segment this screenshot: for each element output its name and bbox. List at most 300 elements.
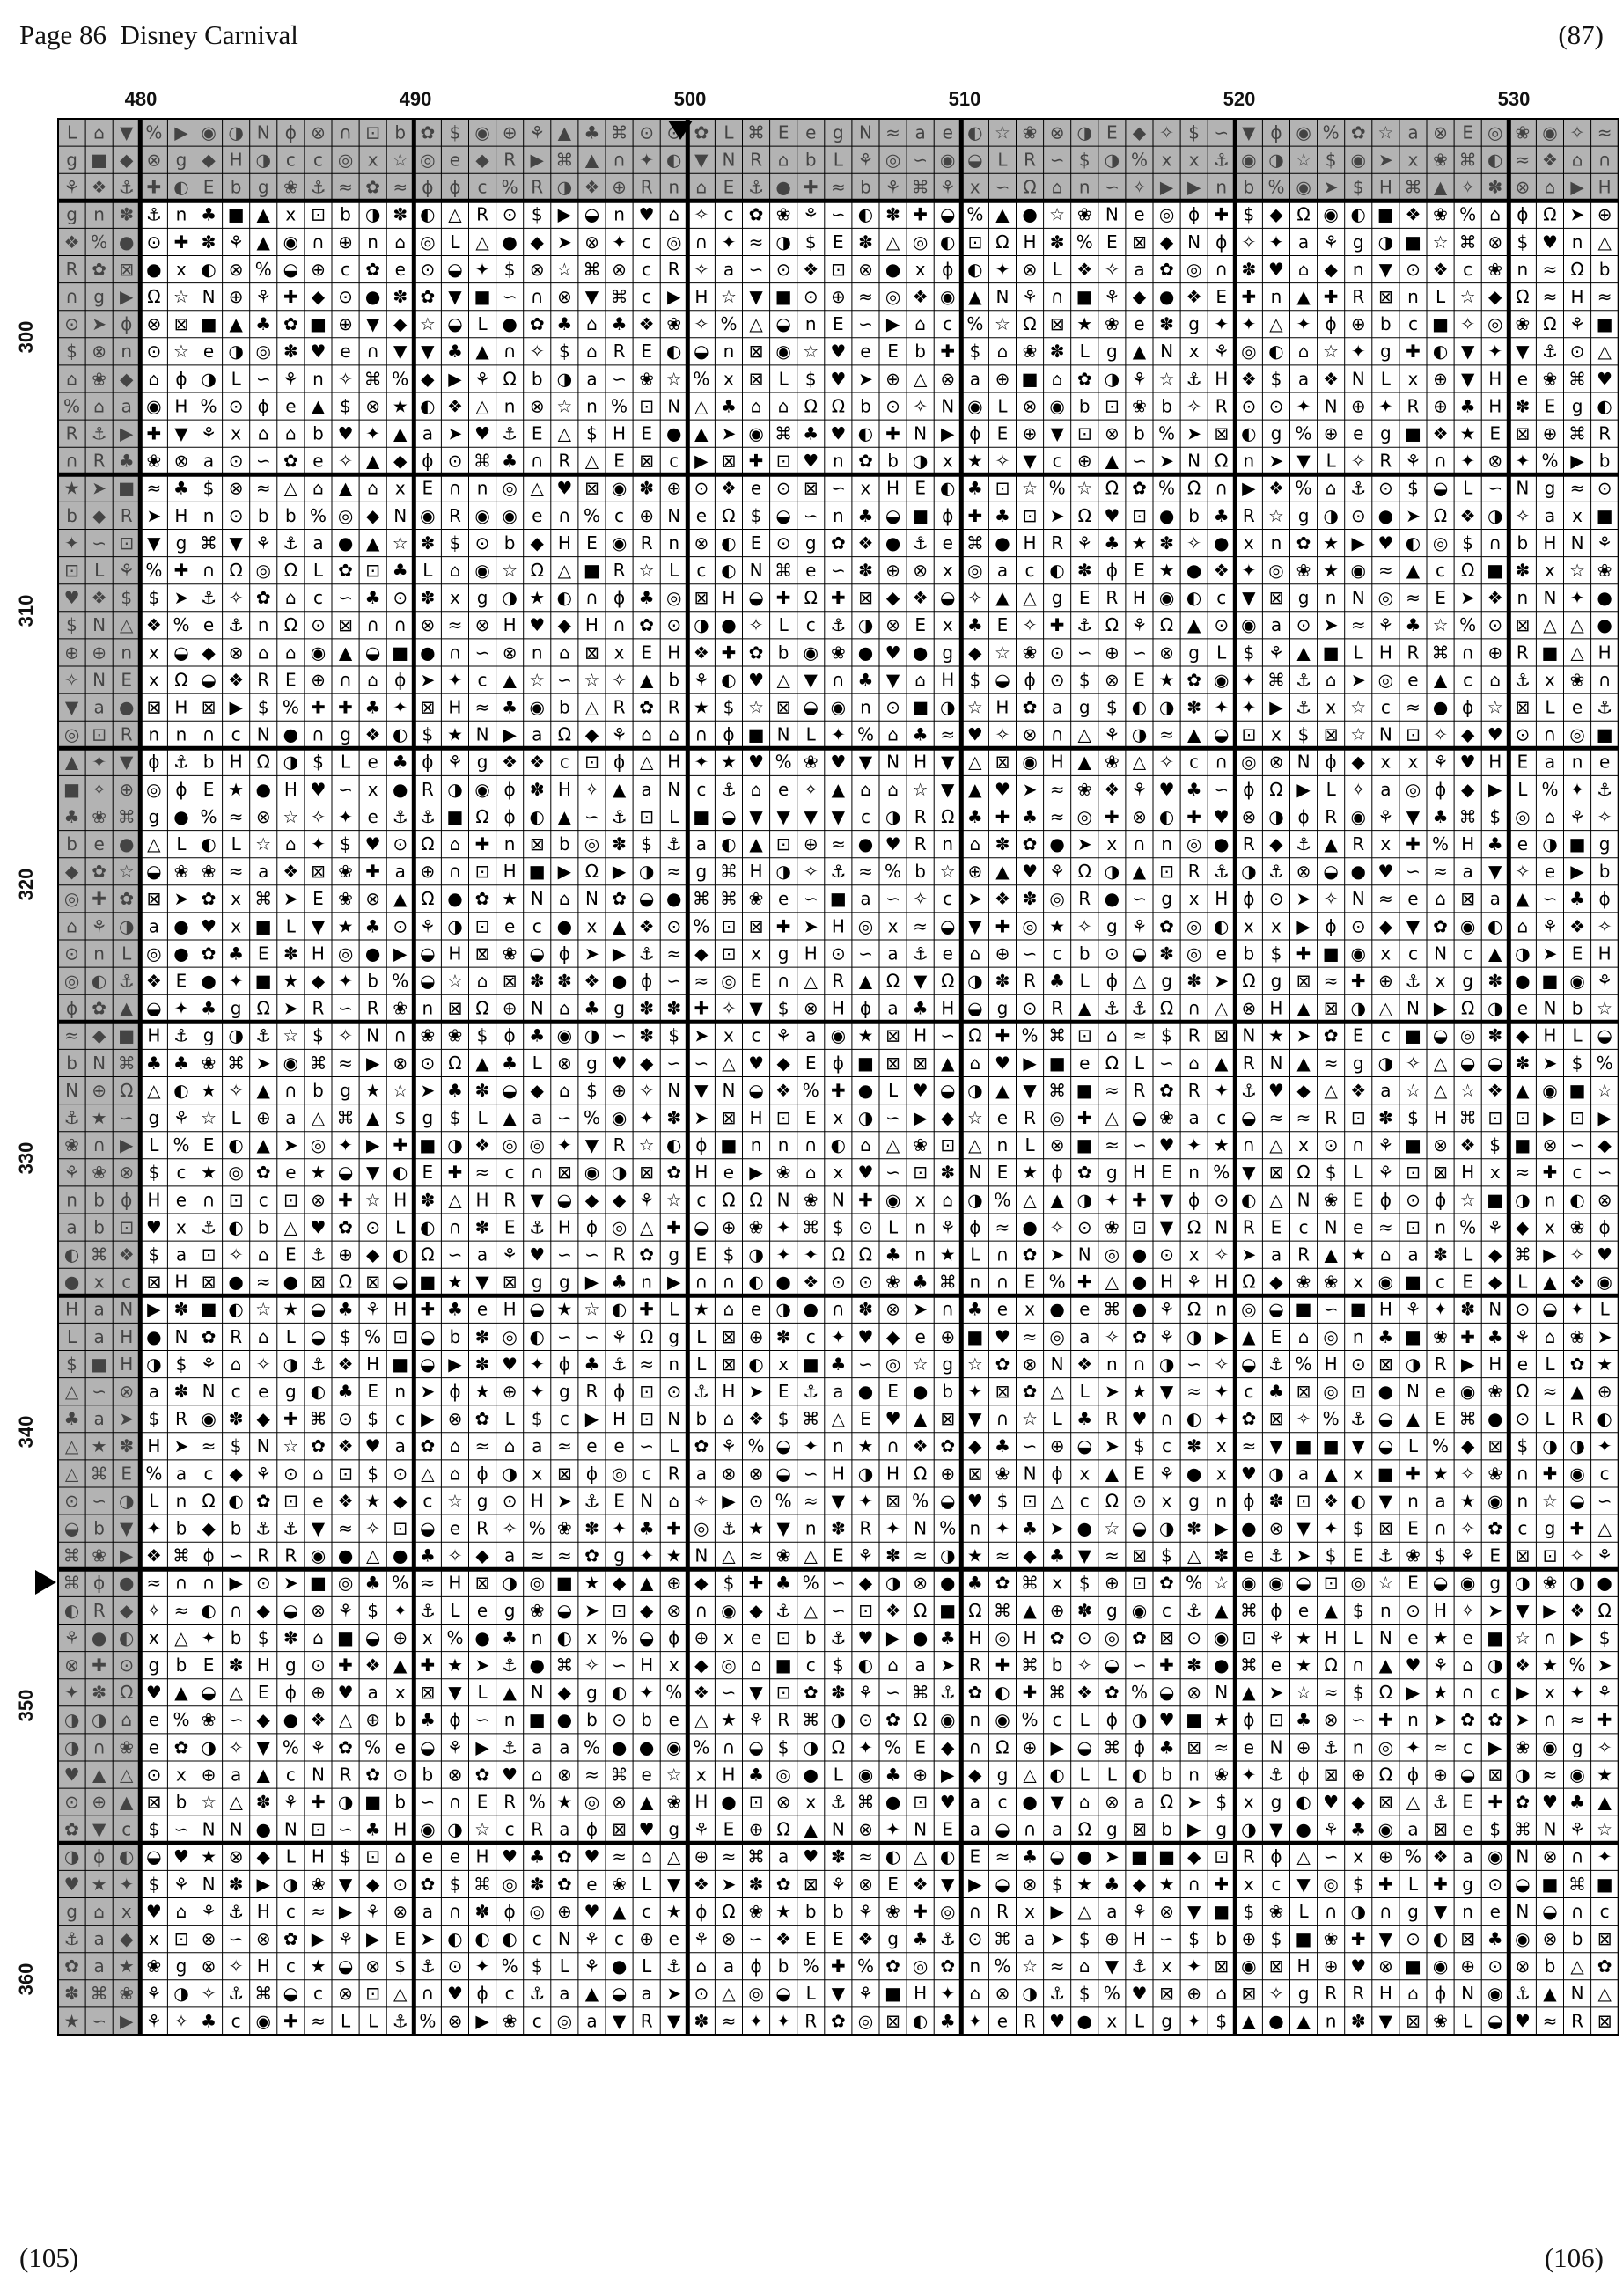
stitch-symbol: a [258, 861, 269, 883]
stitch-symbol: ◎ [337, 504, 354, 526]
stitch-symbol: L [450, 1599, 460, 1621]
stitch-symbol: R [1105, 1408, 1119, 1430]
stitch-symbol: b [804, 1900, 817, 1922]
stitch-symbol: ▲ [1516, 1079, 1530, 1101]
stitch-symbol: ❖ [1213, 559, 1230, 581]
stitch-symbol: ⊙ [338, 285, 353, 307]
stitch-symbol: ≈ [1186, 1380, 1202, 1402]
stitch-symbol: ✧ [1296, 1408, 1311, 1430]
stitch-symbol: ◉ [1214, 669, 1230, 691]
stitch-symbol: E [202, 1134, 215, 1156]
stitch-symbol: ✚ [283, 1408, 298, 1430]
stitch-symbol: ♥ [1049, 2010, 1066, 2032]
stitch-symbol: ☆ [966, 1353, 983, 1375]
stitch-symbol: ✧ [995, 723, 1010, 745]
stitch-symbol: N [1434, 943, 1448, 965]
stitch-symbol: L [368, 2010, 378, 2032]
stitch-symbol: ✚ [721, 642, 737, 664]
stitch-symbol: % [1048, 1271, 1066, 1293]
stitch-symbol: $ [1352, 176, 1364, 198]
stitch-symbol: ✽ [694, 2010, 709, 2032]
stitch-symbol: ♣ [502, 1626, 518, 1648]
stitch-symbol: N [640, 1490, 654, 1512]
stitch-symbol: R [1297, 1243, 1311, 1265]
stitch-symbol: ♣ [118, 450, 135, 472]
stitch-symbol: ⚘ [255, 532, 272, 554]
stitch-symbol: H [557, 778, 571, 800]
stitch-symbol: e [1598, 751, 1611, 773]
stitch-symbol: $ [641, 833, 653, 855]
stitch-symbol: ◒ [1296, 1572, 1311, 1594]
stitch-symbol: ⊡ [1214, 1845, 1230, 1867]
stitch-symbol: ➤ [1104, 1435, 1120, 1457]
stitch-symbol: ▼ [667, 2010, 681, 2032]
stitch-symbol: ♣ [912, 1271, 929, 1293]
stitch-symbol: R [1379, 450, 1392, 472]
stitch-symbol: $ [1270, 368, 1282, 390]
stitch-symbol: ▼ [858, 751, 873, 773]
stitch-symbol: ● [502, 231, 518, 253]
stitch-symbol: ⌂ [1297, 341, 1310, 363]
stitch-symbol: ▼ [1378, 2010, 1393, 2032]
stitch-symbol: ✽ [885, 203, 900, 225]
stitch-symbol: ⚘ [1104, 723, 1120, 745]
stitch-symbol: ⊗ [913, 559, 929, 581]
stitch-symbol: x [1215, 1463, 1227, 1485]
stitch-symbol: e [860, 341, 871, 363]
stitch-symbol: ☆ [720, 285, 737, 307]
stitch-symbol: ⊗ [612, 258, 627, 280]
stitch-symbol: △ [722, 1983, 736, 2005]
stitch-symbol: ♥ [145, 1900, 162, 1922]
stitch-symbol: ⌂ [1544, 805, 1556, 827]
stitch-symbol: L [1463, 2010, 1473, 2032]
stitch-symbol: ✽ [556, 970, 572, 992]
stitch-symbol: ≈ [1241, 1435, 1257, 1457]
stitch-symbol: ⚘ [1158, 1325, 1175, 1347]
stitch-symbol: ⊡ [228, 1189, 244, 1211]
stitch-symbol: ✿ [639, 696, 655, 718]
stitch-symbol: ⚓ [939, 1682, 956, 1704]
stitch-symbol: R [1215, 395, 1228, 417]
stitch-symbol: ϕ [65, 997, 78, 1019]
stitch-symbol: ⚓ [310, 1353, 327, 1375]
stitch-symbol: ◎ [1022, 915, 1038, 937]
stitch-symbol: e [586, 1435, 598, 1457]
stitch-symbol: L [805, 723, 816, 745]
stitch-symbol: % [1596, 1052, 1613, 1074]
column-number: 520 [1223, 88, 1256, 110]
stitch-symbol: ⊙ [830, 1271, 846, 1293]
stitch-symbol: Ω [722, 504, 736, 526]
stitch-symbol: b [804, 1626, 817, 1648]
stitch-symbol: ⊙ [1377, 477, 1393, 499]
stitch-symbol: ⚓ [720, 778, 737, 800]
stitch-symbol: n [175, 723, 187, 745]
stitch-symbol: ● [447, 888, 463, 910]
stitch-symbol: ● [912, 1380, 929, 1402]
stitch-symbol: ◑ [91, 1709, 107, 1731]
stitch-symbol: c [642, 1463, 652, 1485]
stitch-symbol: $ [449, 121, 461, 143]
stitch-symbol: ⊕ [1022, 1736, 1038, 1758]
stitch-symbol: Ω [174, 669, 188, 691]
stitch-symbol: △ [1105, 1271, 1120, 1293]
stitch-symbol: ∩ [202, 1189, 216, 1211]
stitch-symbol: b [695, 1408, 708, 1430]
stitch-symbol: E [1571, 943, 1583, 965]
stitch-symbol: Ω [1105, 477, 1119, 499]
stitch-symbol: ▶ [1543, 1106, 1557, 1128]
stitch-symbol: ϕ [723, 723, 735, 745]
stitch-symbol: ✧ [1460, 1599, 1476, 1621]
stitch-symbol: N [174, 1325, 188, 1347]
stitch-symbol: R [503, 149, 517, 171]
stitch-symbol: ∽ [1049, 149, 1065, 171]
stitch-symbol: ⊡ [311, 203, 326, 225]
stitch-symbol: ⚓ [830, 1626, 847, 1648]
stitch-symbol: E [887, 1380, 899, 1402]
stitch-symbol: E [804, 1106, 817, 1128]
stitch-symbol: ◒ [995, 669, 1010, 691]
stitch-symbol: ♣ [584, 1353, 600, 1375]
stitch-symbol: ≈ [830, 833, 846, 855]
stitch-symbol: ◒ [1597, 1024, 1612, 1046]
stitch-symbol: ϕ [1270, 121, 1282, 143]
stitch-symbol: ϕ [1462, 696, 1474, 718]
stitch-symbol: b [230, 176, 242, 198]
stitch-symbol: ✽ [639, 997, 655, 1019]
stitch-symbol: ◑ [611, 1162, 628, 1184]
stitch-symbol: e [1134, 313, 1145, 335]
stitch-symbol: ⌘ [802, 1216, 820, 1238]
stitch-symbol: ✿ [1022, 1243, 1038, 1265]
stitch-symbol: ◎ [1241, 341, 1257, 363]
stitch-symbol: $ [832, 1654, 844, 1676]
stitch-symbol: ⌘ [610, 121, 628, 143]
stitch-symbol: ✽ [474, 1079, 490, 1101]
stitch-symbol: ⊡ [1350, 1106, 1366, 1128]
stitch-symbol: ∩ [694, 1271, 709, 1293]
stitch-symbol: ◎ [1049, 1325, 1065, 1347]
stitch-symbol: H [1378, 1298, 1392, 1320]
stitch-symbol: ⌂ [449, 559, 461, 581]
stitch-symbol: e [476, 1599, 488, 1621]
stitch-symbol: R [1352, 833, 1365, 855]
stitch-symbol: x [1271, 723, 1282, 745]
stitch-symbol: a [148, 1380, 159, 1402]
stitch-symbol: x [231, 422, 242, 444]
stitch-symbol: ◎ [857, 915, 874, 937]
stitch-symbol: ⊡ [1241, 723, 1257, 745]
stitch-symbol: ◉ [474, 504, 490, 526]
stitch-symbol: ☆ [556, 395, 573, 417]
stitch-symbol: ≈ [1597, 121, 1612, 143]
stitch-symbol: ⊠ [201, 696, 217, 718]
stitch-symbol: ◐ [1405, 532, 1421, 554]
stitch-symbol: ⌂ [394, 231, 407, 253]
stitch-symbol: ⊙ [1268, 395, 1284, 417]
stitch-symbol: ⊗ [529, 258, 545, 280]
stitch-symbol: ♣ [173, 477, 189, 499]
stitch-symbol: ∩ [393, 1024, 408, 1046]
stitch-symbol: ➤ [1268, 450, 1284, 472]
stitch-symbol: ▶ [1488, 778, 1502, 800]
stitch-symbol: ✿ [1022, 1380, 1038, 1402]
stitch-symbol: c [1407, 313, 1418, 335]
stitch-symbol: ⊡ [119, 1216, 135, 1238]
stitch-symbol: ◑ [967, 1189, 983, 1211]
stitch-symbol: % [583, 504, 600, 526]
stitch-symbol: ◉ [1377, 1818, 1394, 1840]
stitch-symbol: H [1132, 1927, 1146, 1949]
stitch-symbol: ♣ [966, 477, 983, 499]
stitch-symbol: % [611, 395, 628, 417]
stitch-symbol: b [558, 833, 570, 855]
stitch-symbol: ✧ [1406, 1052, 1421, 1074]
stitch-symbol: ✚ [1406, 341, 1421, 363]
stitch-symbol: ⚓ [1131, 1955, 1148, 1977]
stitch-symbol: $ [804, 368, 817, 390]
stitch-symbol: ϕ [1517, 203, 1529, 225]
stitch-symbol: ✚ [1487, 1791, 1503, 1813]
stitch-symbol: ◉ [283, 1052, 299, 1074]
stitch-symbol: ⊙ [1406, 258, 1421, 280]
stitch-symbol: ■ [227, 203, 245, 225]
stitch-symbol: ≈ [1296, 1106, 1311, 1128]
stitch-symbol: ⊡ [474, 915, 490, 937]
stitch-symbol: ⊗ [365, 888, 381, 910]
stitch-symbol: ✿ [1159, 915, 1174, 937]
stitch-symbol: ◆ [612, 1189, 627, 1211]
stitch-symbol: ⌘ [775, 422, 793, 444]
stitch-symbol: L [1407, 1873, 1419, 1895]
stitch-symbol: ◆ [92, 1024, 106, 1046]
stitch-symbol: L [477, 313, 488, 335]
stitch-symbol: ⊡ [1076, 422, 1092, 444]
stitch-symbol: ⚓ [255, 1517, 272, 1539]
stitch-symbol: a [1462, 861, 1473, 883]
stitch-symbol: n [586, 395, 598, 417]
stitch-symbol: ◐ [228, 1298, 244, 1320]
stitch-symbol: ✽ [1186, 1517, 1202, 1539]
stitch-symbol: ◒ [447, 258, 463, 280]
stitch-symbol: c [532, 2010, 542, 2032]
stitch-symbol: ✿ [92, 258, 107, 280]
stitch-symbol: ✿ [1241, 1408, 1257, 1430]
stitch-symbol: ◒ [1268, 1298, 1284, 1320]
stitch-symbol: % [802, 1572, 819, 1594]
stitch-symbol: R [613, 559, 626, 581]
stitch-symbol: L [1079, 1764, 1090, 1786]
stitch-symbol: ● [1597, 1572, 1612, 1594]
stitch-symbol: ϕ [1270, 1599, 1282, 1621]
stitch-symbol: ◒ [967, 997, 983, 1019]
stitch-symbol: ▼ [174, 422, 188, 444]
stitch-symbol: R [312, 997, 325, 1019]
stitch-symbol: $ [340, 1845, 351, 1867]
stitch-symbol: ♣ [364, 1572, 381, 1594]
stitch-symbol: x [231, 915, 242, 937]
stitch-symbol: ✿ [1159, 258, 1174, 280]
stitch-symbol: ▼ [1516, 1599, 1530, 1621]
stitch-symbol: a [1380, 1079, 1392, 1101]
stitch-symbol: c [121, 1818, 132, 1840]
stitch-symbol: ⌘ [1458, 231, 1477, 253]
stitch-symbol: ◑ [1515, 1189, 1531, 1211]
stitch-symbol: % [611, 1626, 628, 1648]
stitch-symbol: ⊡ [283, 1189, 298, 1211]
stitch-symbol: ♣ [1267, 1380, 1284, 1402]
stitch-symbol: ★ [1323, 532, 1340, 554]
stitch-symbol: Ω [722, 1189, 736, 1211]
stitch-symbol: g [531, 1271, 543, 1293]
stitch-symbol: c [669, 450, 679, 472]
stitch-symbol: ⊙ [1214, 1189, 1230, 1211]
stitch-symbol: ≈ [1542, 1380, 1558, 1402]
stitch-symbol: ■ [254, 970, 272, 992]
stitch-symbol: ⊙ [1515, 1298, 1531, 1320]
stitch-symbol: ■ [829, 888, 847, 910]
stitch-symbol: ♥ [885, 642, 901, 664]
stitch-symbol: H [229, 751, 243, 773]
stitch-symbol: E [1024, 1271, 1036, 1293]
stitch-symbol: N [1378, 723, 1392, 745]
stitch-symbol: ♥ [337, 422, 354, 444]
stitch-symbol: H [722, 587, 736, 609]
stitch-symbol: N [776, 723, 790, 745]
stitch-symbol: ▲ [584, 149, 599, 171]
stitch-symbol: ★ [529, 587, 546, 609]
stitch-symbol: % [1568, 1654, 1586, 1676]
stitch-symbol: ⌂ [148, 368, 160, 390]
stitch-symbol: ⚘ [857, 149, 874, 171]
stitch-symbol: ◑ [1076, 121, 1092, 143]
stitch-symbol: ⊗ [1433, 121, 1448, 143]
stitch-symbol: ❀ [92, 1544, 107, 1566]
stitch-symbol: ■ [1596, 1873, 1613, 1895]
stitch-symbol: ⌘ [172, 1544, 190, 1566]
stitch-symbol: ☆ [1049, 203, 1066, 225]
stitch-symbol: ▼ [1296, 1873, 1311, 1895]
column-number: 530 [1497, 88, 1531, 110]
stitch-symbol: ♣ [173, 1052, 189, 1074]
stitch-symbol: ✦ [474, 1955, 490, 1977]
stitch-symbol: ⚓ [419, 1599, 436, 1621]
stitch-symbol: △ [120, 614, 134, 636]
stitch-symbol: a [394, 861, 406, 883]
stitch-symbol: ⊕ [255, 1106, 271, 1128]
stitch-symbol: ⊠ [556, 1162, 572, 1184]
stitch-symbol: R [613, 696, 626, 718]
stitch-symbol: ⊕ [1049, 1435, 1065, 1457]
stitch-symbol: ◎ [885, 1353, 901, 1375]
stitch-symbol: ⌂ [1078, 1791, 1091, 1813]
stitch-symbol: ⊗ [1159, 1900, 1174, 1922]
stitch-symbol: ⊗ [64, 1654, 79, 1676]
stitch-symbol: ⚓ [1432, 1791, 1449, 1813]
stitch-symbol: $ [257, 1626, 269, 1648]
stitch-symbol: ● [666, 888, 682, 910]
stitch-symbol: ⊡ [612, 1599, 627, 1621]
stitch-symbol: ◒ [1131, 1517, 1148, 1539]
stitch-symbol: ⊠ [529, 833, 545, 855]
stitch-symbol: ⊠ [721, 450, 737, 472]
stitch-symbol: g [1105, 1162, 1118, 1184]
stitch-symbol: ❀ [775, 203, 791, 225]
stitch-symbol: g [1215, 1818, 1228, 1840]
stitch-symbol: ◒ [173, 642, 189, 664]
stitch-symbol: ◉ [556, 1024, 573, 1046]
stitch-symbol: ⚓ [1267, 1764, 1284, 1786]
stitch-symbol: x [723, 368, 734, 390]
stitch-symbol: H [120, 1325, 134, 1347]
stitch-symbol: ⊠ [721, 1106, 737, 1128]
stitch-symbol: ■ [1186, 1709, 1203, 1731]
stitch-symbol: N [1406, 997, 1420, 1019]
stitch-symbol: ▼ [1378, 1490, 1393, 1512]
stitch-symbol: △ [421, 1463, 435, 1485]
stitch-symbol: e [449, 1517, 461, 1539]
stitch-symbol: ◎ [1377, 669, 1394, 691]
stitch-symbol: ϕ [449, 1709, 461, 1731]
stitch-symbol: ❖ [693, 1682, 709, 1704]
stitch-symbol: ϕ [1434, 778, 1447, 800]
stitch-symbol: ☆ [1022, 1408, 1039, 1430]
stitch-symbol: c [1162, 1435, 1172, 1457]
stitch-symbol: a [887, 943, 899, 965]
stitch-symbol: n [503, 395, 516, 417]
stitch-symbol: ✿ [64, 1818, 79, 1840]
stitch-symbol: ◆ [202, 642, 216, 664]
stitch-symbol: E [1078, 587, 1091, 609]
stitch-symbol: ✧ [1268, 1983, 1284, 2005]
stitch-symbol: N [886, 751, 900, 773]
stitch-symbol: ✿ [474, 888, 490, 910]
stitch-symbol: ⚘ [63, 1626, 80, 1648]
stitch-symbol: ▲ [639, 669, 654, 691]
stitch-symbol: ➤ [1487, 1599, 1503, 1621]
stitch-symbol: ■ [1404, 1024, 1421, 1046]
stitch-symbol: ★ [693, 696, 709, 718]
stitch-symbol: ★ [201, 1079, 217, 1101]
stitch-symbol: ♥ [446, 1983, 463, 2005]
stitch-symbol: ◆ [393, 313, 408, 335]
stitch-symbol: ⊙ [393, 1764, 408, 1786]
stitch-symbol: ⌂ [1325, 669, 1337, 691]
stitch-symbol: c [231, 2010, 241, 2032]
stitch-symbol: ∽ [228, 1544, 244, 1566]
stitch-symbol: ⊠ [146, 1271, 162, 1293]
stitch-symbol: a [586, 368, 598, 390]
stitch-symbol: x [1298, 1134, 1309, 1156]
stitch-symbol: ≈ [1542, 285, 1558, 307]
stitch-symbol: ⚓ [1541, 341, 1558, 363]
stitch-symbol: ■ [555, 1572, 573, 1594]
stitch-symbol: ⚓ [1131, 997, 1148, 1019]
stitch-symbol: ✽ [173, 1298, 189, 1320]
stitch-symbol: ⊕ [721, 1216, 737, 1238]
stitch-symbol: ⚘ [611, 723, 628, 745]
stitch-symbol: △ [804, 1544, 818, 1566]
stitch-symbol: $ [1161, 1544, 1172, 1566]
stitch-symbol: a [778, 1845, 789, 1867]
stitch-symbol: ∩ [1050, 723, 1064, 745]
stitch-symbol: ◒ [447, 313, 463, 335]
stitch-symbol: Ω [885, 970, 900, 992]
stitch-symbol: ∽ [584, 1243, 599, 1265]
stitch-symbol: a [969, 1818, 980, 1840]
